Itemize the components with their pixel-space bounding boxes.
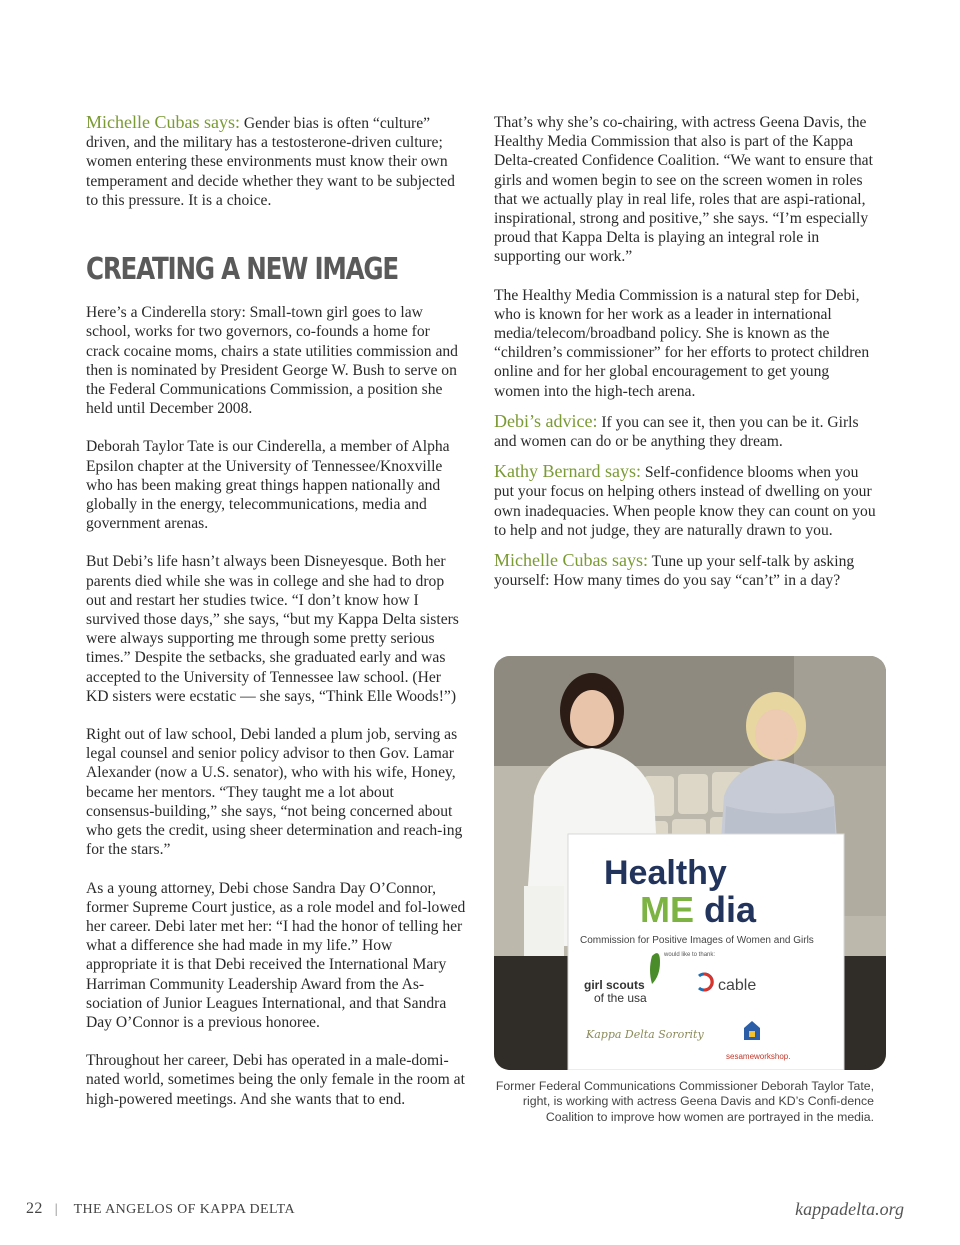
quote-text: If you can see it, then you can be it. Girls and women can do or be anything they dream. [494, 413, 859, 451]
speaker-label: Michelle Cubas says: [494, 550, 648, 571]
sign-dia: dia [704, 889, 757, 930]
photo-caption: Former Federal Communications Commissioner Deborah Taylor Tate, right, is working with actress Geena Davis and KD’s Confi-dence Coalition to improve how women are portrayed in the media. [495, 1079, 874, 1124]
logo-girl-scouts-line1: girl scouts [584, 978, 645, 992]
website-link[interactable]: kappadelta.org [795, 1199, 904, 1219]
logo-kappa-delta: Kappa Delta Sorority [586, 1028, 704, 1041]
footer-separator: | [54, 1202, 58, 1217]
quote-text: Self-confidence blooms when you put your focus on helping others instead of dwelling on your own inadequacies. When people know they can count on you to help and not judge, they are naturally drawn to you. [494, 464, 876, 539]
paragraph: Right out of law school, Debi landed a plum job, serving as legal counsel and senior policy advisor to then Gov. Lamar Alexander (now a U.S. senator), who with his wife, Honey, became her mentors. “They taught me a lot about consensus-building,” she says, “not being concerned about who gets the credit, using sheer determination and reach-ing for the stars.” [86, 726, 463, 859]
quote-text: Tune up your self-talk by asking yourself: How many times do you say “can’t” in a day? [494, 553, 855, 590]
photo-illustration [494, 656, 886, 1070]
sign-me: ME [640, 889, 694, 930]
paragraph: The Healthy Media Commission is a natural step for Debi, who is known for her work as a leader in international media/telecom/broadband policy. She is known as the “children’s commissioner” for her efforts to protect children online and for her global encouragement to get young women into the high-tech arena. [494, 286, 870, 400]
logo-cable: cable [718, 977, 757, 994]
page-number: 22 [26, 1200, 43, 1217]
paragraph: Deborah Taylor Tate is our Cinderella, a member of Alpha Epsilon chapter at the University of Tennessee/Knoxville who has been making great things happen nationally and globally in the energy, telecommunications, media and government arenas. [86, 438, 450, 533]
sign-subtitle: Commission for Positive Images of Women and Girls [580, 935, 814, 946]
paragraph: Throughout her career, Debi has operated in a male-domi-nated world, sometimes being the only female in the room at high-powered meetings. And she wants that to end. [86, 1052, 465, 1108]
section-heading: CREATING A NEW IMAGE [86, 252, 398, 288]
quote-text: Gender bias is often “culture” driven, and the military has a testosterone-driven culture; women entering these environments must know their own temperament and decide whether they want to be subjected to this pressure. It is a choice. [86, 115, 455, 209]
left-column [86, 113, 466, 1128]
quote-michelle-1 [86, 113, 466, 210]
paragraph: But Debi’s life hasn’t always been Disneyesque. Both her parents died while she was in college and she had to drop out and restart her studies twice. “I don’t know how I survived those days,” she says, “but my Kappa Delta sisters were always supporting me through some pretty serious times.” Despite the setbacks, she graduated early and was accepted to the University of Tennessee law school. (Her KD sisters were ecstatic — she says, “Think Elle Woods!”) [86, 553, 459, 705]
sign-title: Healthy [604, 854, 727, 892]
sign-thanks: would like to thank: [664, 952, 716, 958]
speaker-label: Michelle Cubas says: [86, 112, 240, 132]
publication-name: THE ANGELOS OF KAPPA DELTA [73, 1202, 295, 1217]
paragraph: As a young attorney, Debi chose Sandra Day O’Connor, former Supreme Court justice, as a role model and fol-lowed her career. Debi later met her: “I had the honor of telling her what a difference she had made in my life.” How appropriate it is that Debi received the International Mary Harriman Community Leadership Award from the As-sociation of Junior Leagues International, and that Sandra Day O’Connor is a previous honoree. [86, 879, 466, 1031]
paragraph: Here’s a Cinderella story: Small-town girl goes to law school, works for two governors, co-founds a home for crack cocaine moms, chairs a state utilities commission and then is nominated by President George W. Bush to serve on the Federal Communications Commission, a position she held until December 2008. [86, 304, 458, 418]
quote-debi [494, 412, 876, 451]
right-column [494, 113, 876, 601]
quote-kathy [494, 462, 876, 540]
paragraph: That’s why she’s co-chairing, with actress Geena Davis, the Healthy Media Commission that also is part of the Kappa Delta-created Confidence Coalition. “We want to ensure that girls and women begin to see on the screen women in roles that we actually play in real life, roles that are aspi-rational, inspirational, strong and positive,” she says. “I’m especially proud that Kappa Delta is playing an integral role in supporting our work.” [494, 114, 873, 266]
speaker-label: Kathy Bernard says: [494, 461, 641, 482]
quote-michelle-2 [494, 551, 876, 590]
event-photo [494, 656, 886, 1070]
speaker-label: Debi’s advice: [494, 410, 598, 431]
logo-girl-scouts-line2: of the usa [594, 991, 647, 1005]
footer-left [26, 1200, 295, 1218]
logo-sesame: sesameworkshop. [726, 1052, 791, 1061]
